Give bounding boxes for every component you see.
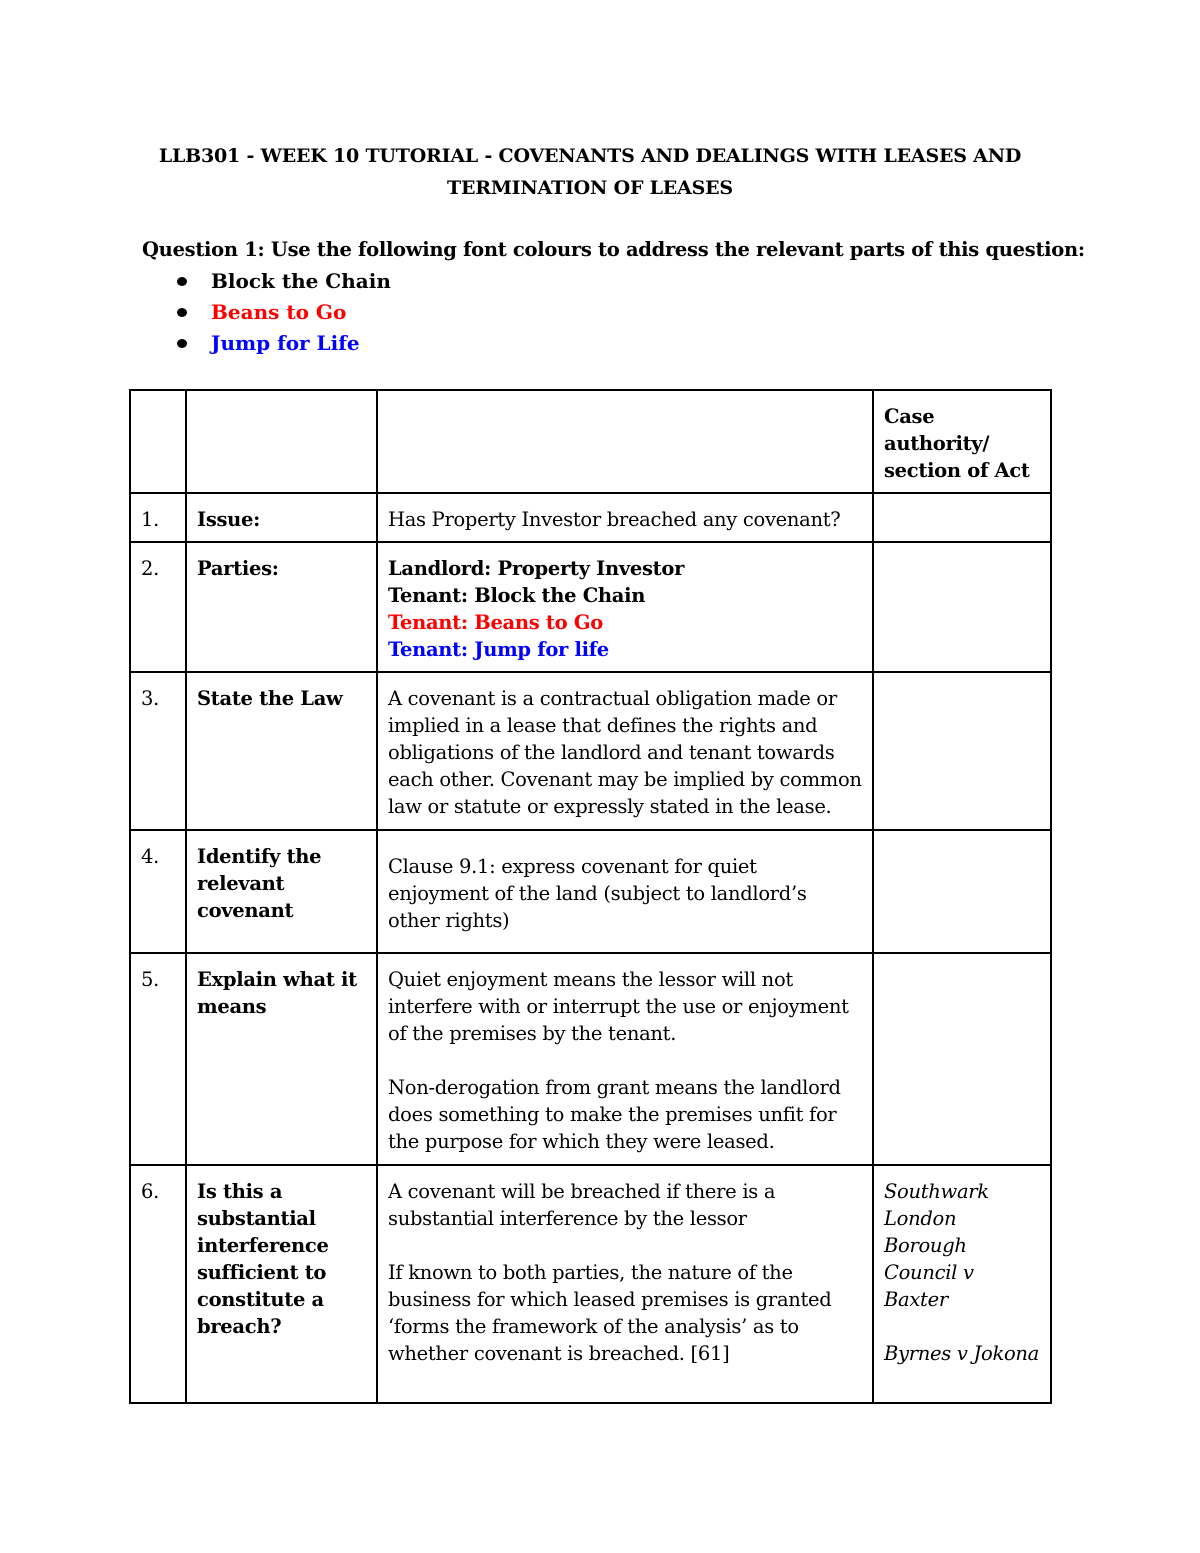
header-cell-number	[130, 390, 186, 493]
content-paragraph: A covenant will be breached if there is a substantial interference by the lessor	[388, 1180, 776, 1230]
case-authority: Southwark London Borough Council v Baxter	[884, 1180, 989, 1311]
row-number: 4.	[130, 830, 186, 953]
row-content	[377, 672, 873, 830]
table-row	[130, 672, 1051, 830]
bullet-icon	[177, 339, 187, 348]
table-row	[130, 493, 1051, 542]
analysis-table	[129, 389, 1052, 1404]
party-tenant-jump-for-life: Tenant: Jump for life	[388, 638, 609, 661]
row-label: Parties:	[186, 542, 377, 672]
header-cell-content	[377, 390, 873, 493]
table-row	[130, 542, 1051, 672]
row-authority	[873, 1165, 1051, 1403]
title-line-1: LLB301 - WEEK 10 TUTORIAL - COVENANTS AND DEALINGS WITH LEASES AND	[158, 145, 1022, 167]
bullet-icon	[177, 308, 187, 317]
bullet-icon	[177, 277, 187, 286]
row-label: State the Law	[186, 672, 377, 830]
content-paragraph: A covenant is a contractual obligation made or implied in a lease that defines the rights and obligations of the landlord and tenant towards each other. Covenant may be implied by common law or statute or expressly stated in the lease.	[388, 687, 862, 818]
content-paragraph: Non-derogation from grant means the landlord does something to make the premises unfit for the purpose for which they were leased.	[388, 1076, 841, 1153]
content-paragraph: Clause 9.1: express covenant for quiet enjoyment of the land (subject to landlord’s other rights)	[388, 855, 807, 932]
row-number: 5.	[130, 953, 186, 1165]
table-row	[130, 830, 1051, 953]
row-label: Is this a substantial interference sufficient to constitute a breach?	[186, 1165, 377, 1403]
row-authority	[873, 542, 1051, 672]
row-authority	[873, 830, 1051, 953]
row-authority	[873, 672, 1051, 830]
case-authority: Byrnes v Jokona	[884, 1342, 1039, 1365]
row-content	[377, 1165, 873, 1403]
legend-item-jump-for-life	[176, 328, 391, 359]
party-tenant-beans-to-go: Tenant: Beans to Go	[388, 611, 603, 634]
header-cell-label	[186, 390, 377, 493]
legend-item-block-the-chain	[176, 266, 391, 297]
legend-item-beans-to-go	[176, 297, 391, 328]
party-tenant-block-the-chain: Tenant: Block the Chain	[388, 584, 646, 607]
table-row	[130, 1165, 1051, 1403]
row-label: Issue:	[186, 493, 377, 542]
row-authority	[873, 493, 1051, 542]
title-line-2: TERMINATION OF LEASES	[447, 177, 733, 199]
colour-legend-list	[176, 266, 391, 359]
row-number: 1.	[130, 493, 186, 542]
header-cell-authority: Case authority/ section of Act	[873, 390, 1051, 493]
question-heading: Question 1: Use the following font colours to address the relevant parts of this question:	[142, 238, 1085, 261]
content-paragraph: Quiet enjoyment means the lessor will not interfere with or interrupt the use or enjoyment of the premises by the tenant.	[388, 968, 849, 1045]
row-authority	[873, 953, 1051, 1165]
row-content	[377, 830, 873, 953]
content-paragraph: If known to both parties, the nature of the business for which leased premises is granted ‘forms the framework of the analysis’ as to whether covenant is breached. [61]	[388, 1261, 832, 1365]
row-number: 3.	[130, 672, 186, 830]
document-title	[130, 140, 1050, 204]
content-paragraph: Has Property Investor breached any covenant?	[388, 508, 841, 531]
row-number: 2.	[130, 542, 186, 672]
legend-label: Block the Chain	[211, 269, 391, 293]
table-header-row	[130, 390, 1051, 493]
legend-label: Beans to Go	[211, 300, 347, 324]
row-label: Explain what it means	[186, 953, 377, 1165]
row-label: Identify the relevant covenant	[186, 830, 377, 953]
table-row	[130, 953, 1051, 1165]
party-landlord: Landlord: Property Investor	[388, 557, 685, 580]
row-content	[377, 953, 873, 1165]
row-content	[377, 493, 873, 542]
legend-label: Jump for Life	[211, 331, 360, 355]
row-number: 6.	[130, 1165, 186, 1403]
row-content	[377, 542, 873, 672]
